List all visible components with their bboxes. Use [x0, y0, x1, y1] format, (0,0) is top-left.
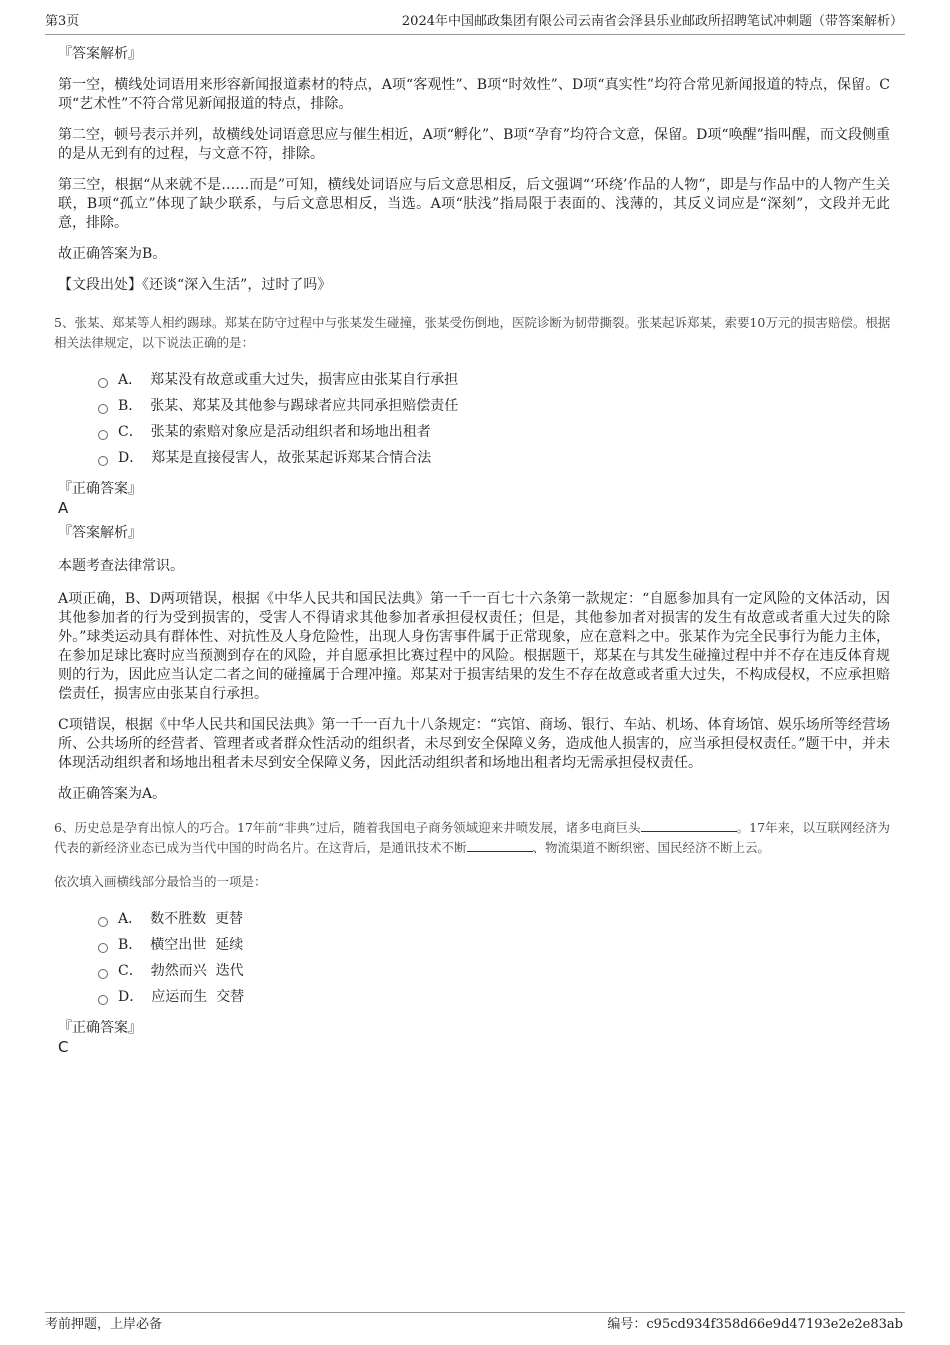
- page-content: [54, 44, 891, 1062]
- page-header: [45, 12, 905, 35]
- radio-icon[interactable]: [98, 404, 108, 414]
- footer-slogan: 考前押题，上岸必备: [45, 1317, 163, 1332]
- document-serial: 编号：c95cd934f358d66e9d47193e2e2e83ab: [607, 1317, 903, 1332]
- option-text: 应运而生 交替: [151, 989, 245, 1005]
- option-letter: C．: [118, 424, 143, 440]
- question-5-conclusion: 故正确答案为A。: [58, 786, 167, 802]
- prev-analysis-paragraph-3: 第三空，根据“从来就不是……而是”可知，横线处词语应与后文意思相反，后文强调“‘环绕’作品的人物”，即是与作品中的人物产生关联，B项“孤立”体现了缺少联系，与后文意思相反，当选。A项“肤浅”指局限于表面的、浅薄的，其反义词应是“深刻”，文段并无此意，排除。: [58, 177, 890, 231]
- option-letter: B．: [118, 398, 143, 414]
- option-letter: D．: [118, 989, 144, 1005]
- question-6-options: [98, 906, 890, 1010]
- question-6-option-a[interactable]: [98, 906, 890, 932]
- question-6-text-part-2: 。17年来，以互联网经济为代表的新经济业态已成为当代中国的时尚名片。在这背后，是通讯技术不断: [54, 820, 891, 855]
- question-5-option-b[interactable]: [98, 393, 890, 419]
- question-5-answer: A: [58, 499, 69, 517]
- analysis-label: 『答案解析』: [58, 525, 142, 541]
- question-5-options: [98, 367, 890, 471]
- option-text: 郑某没有故意或重大过失，损害应由张某自行承担: [150, 372, 459, 388]
- option-text: 张某、郑某及其他参与踢球者应共同承担赔偿责任: [150, 398, 459, 414]
- question-6-text-part-1: 6、历史总是孕育出惊人的巧合。17年前“非典”过后，随着我国电子商务领域迎来井喷发展，诸多电商巨头: [54, 820, 641, 835]
- page-number: 第3页: [45, 14, 80, 29]
- option-text: 勃然而兴 迭代: [150, 963, 244, 979]
- option-text: 郑某是直接侵害人，故张某起诉郑某合情合法: [151, 450, 432, 466]
- question-5-analysis-1: 本题考查法律常识。: [58, 558, 184, 574]
- question-5-option-c[interactable]: [98, 419, 890, 445]
- question-6-text-part-3: 、物流渠道不断织密、国民经济不断上云。: [532, 840, 771, 855]
- fill-blank-1[interactable]: [641, 819, 737, 832]
- option-letter: A．: [118, 911, 143, 927]
- radio-icon[interactable]: [98, 995, 108, 1005]
- radio-icon[interactable]: [98, 969, 108, 979]
- radio-icon[interactable]: [98, 943, 108, 953]
- question-6-instruction: 依次填入画横线部分最恰当的一项是：: [54, 874, 267, 889]
- option-text: 张某的索赔对象应是活动组织者和场地出租者: [150, 424, 431, 440]
- correct-answer-label: 『正确答案』: [58, 1020, 142, 1036]
- question-5-analysis-2: A项正确，B、D两项错误，根据《中华人民共和国民法典》第一千一百七十六条第一款规定：“自愿参加具有一定风险的文体活动，因其他参加者的行为受到损害的，受害人不得请求其他参加者承担侵权责任；但是，其他参加者对损害的发生有故意或者重大过失的除外。”球类运动具有群体性、对抗性及人身危险性，出现人身伤害事件属于正常现象，应在意料之中。张某作为完全民事行为能力主体，在参加足球比赛时应当预测到存在的风险，并自愿承担比赛过程中的风险。根据题干，郑某在与其发生碰撞过程中并不存在违反体育规则的行为，因此应当认定二者之间的碰撞属于合理冲撞。郑某对于损害结果的发生不存在故意或者重大过失，不构成侵权，不应承担赔偿责任，损害应由张某自行承担。: [58, 591, 890, 702]
- question-5-text: 5、张某、郑某等人相约踢球。郑某在防守过程中与张某发生碰撞，张某受伤倒地，医院诊断为韧带撕裂。张某起诉郑某，索要10万元的损害赔偿。根据相关法律规定，以下说法正确的是：: [54, 315, 891, 350]
- option-text: 数不胜数 更替: [150, 911, 244, 927]
- correct-answer-label: 『正确答案』: [58, 481, 142, 497]
- option-letter: B．: [118, 937, 143, 953]
- question-6-option-c[interactable]: [98, 958, 890, 984]
- question-5-analysis-3: C项错误，根据《中华人民共和国民法典》第一千一百九十八条规定：“宾馆、商场、银行、车站、机场、体育场馆、娱乐场所等经营场所、公共场所的经营者、管理者或者群众性活动的组织者，未尽到安全保障义务，造成他人损害的，应当承担侵权责任。”题干中，并未体现活动组织者和场地出租者未尽到安全保障义务，因此活动组织者和场地出租者均无需承担侵权责任。: [58, 717, 890, 771]
- question-6-option-b[interactable]: [98, 932, 890, 958]
- prev-source: 【文段出处】《还谈“深入生活”，过时了吗》: [58, 277, 332, 293]
- option-letter: C．: [118, 963, 143, 979]
- document-title: 2024年中国邮政集团有限公司云南省会泽县乐业邮政所招聘笔试冲刺题（带答案解析）: [401, 14, 903, 29]
- analysis-label: 『答案解析』: [58, 46, 142, 62]
- prev-analysis-paragraph-2: 第二空，顿号表示并列，故横线处词语意思应与催生相近，A项“孵化”、B项“孕育”均符合文意，保留。D项“唤醒”指叫醒，而文段侧重的是从无到有的过程，与文意不符，排除。: [58, 127, 890, 162]
- fill-blank-2[interactable]: [467, 839, 533, 852]
- page-footer: [45, 1312, 905, 1334]
- prev-analysis-paragraph-1: 第一空，横线处词语用来形容新闻报道素材的特点，A项“客观性”、B项“时效性”、D项“真实性”均符合常见新闻报道的特点，保留。C项“艺术性”不符合常见新闻报道的特点，排除。: [58, 77, 890, 112]
- question-6-answer: C: [58, 1038, 69, 1056]
- radio-icon[interactable]: [98, 378, 108, 388]
- radio-icon[interactable]: [98, 917, 108, 927]
- question-6-option-d[interactable]: [98, 984, 890, 1010]
- radio-icon[interactable]: [98, 456, 108, 466]
- radio-icon[interactable]: [98, 430, 108, 440]
- option-letter: D．: [118, 450, 144, 466]
- question-6-text: [54, 818, 894, 858]
- prev-conclusion: 故正确答案为B。: [58, 246, 167, 262]
- question-5-option-a[interactable]: [98, 367, 890, 393]
- option-letter: A．: [118, 372, 143, 388]
- question-5-option-d[interactable]: [98, 445, 890, 471]
- option-text: 横空出世 延续: [150, 937, 244, 953]
